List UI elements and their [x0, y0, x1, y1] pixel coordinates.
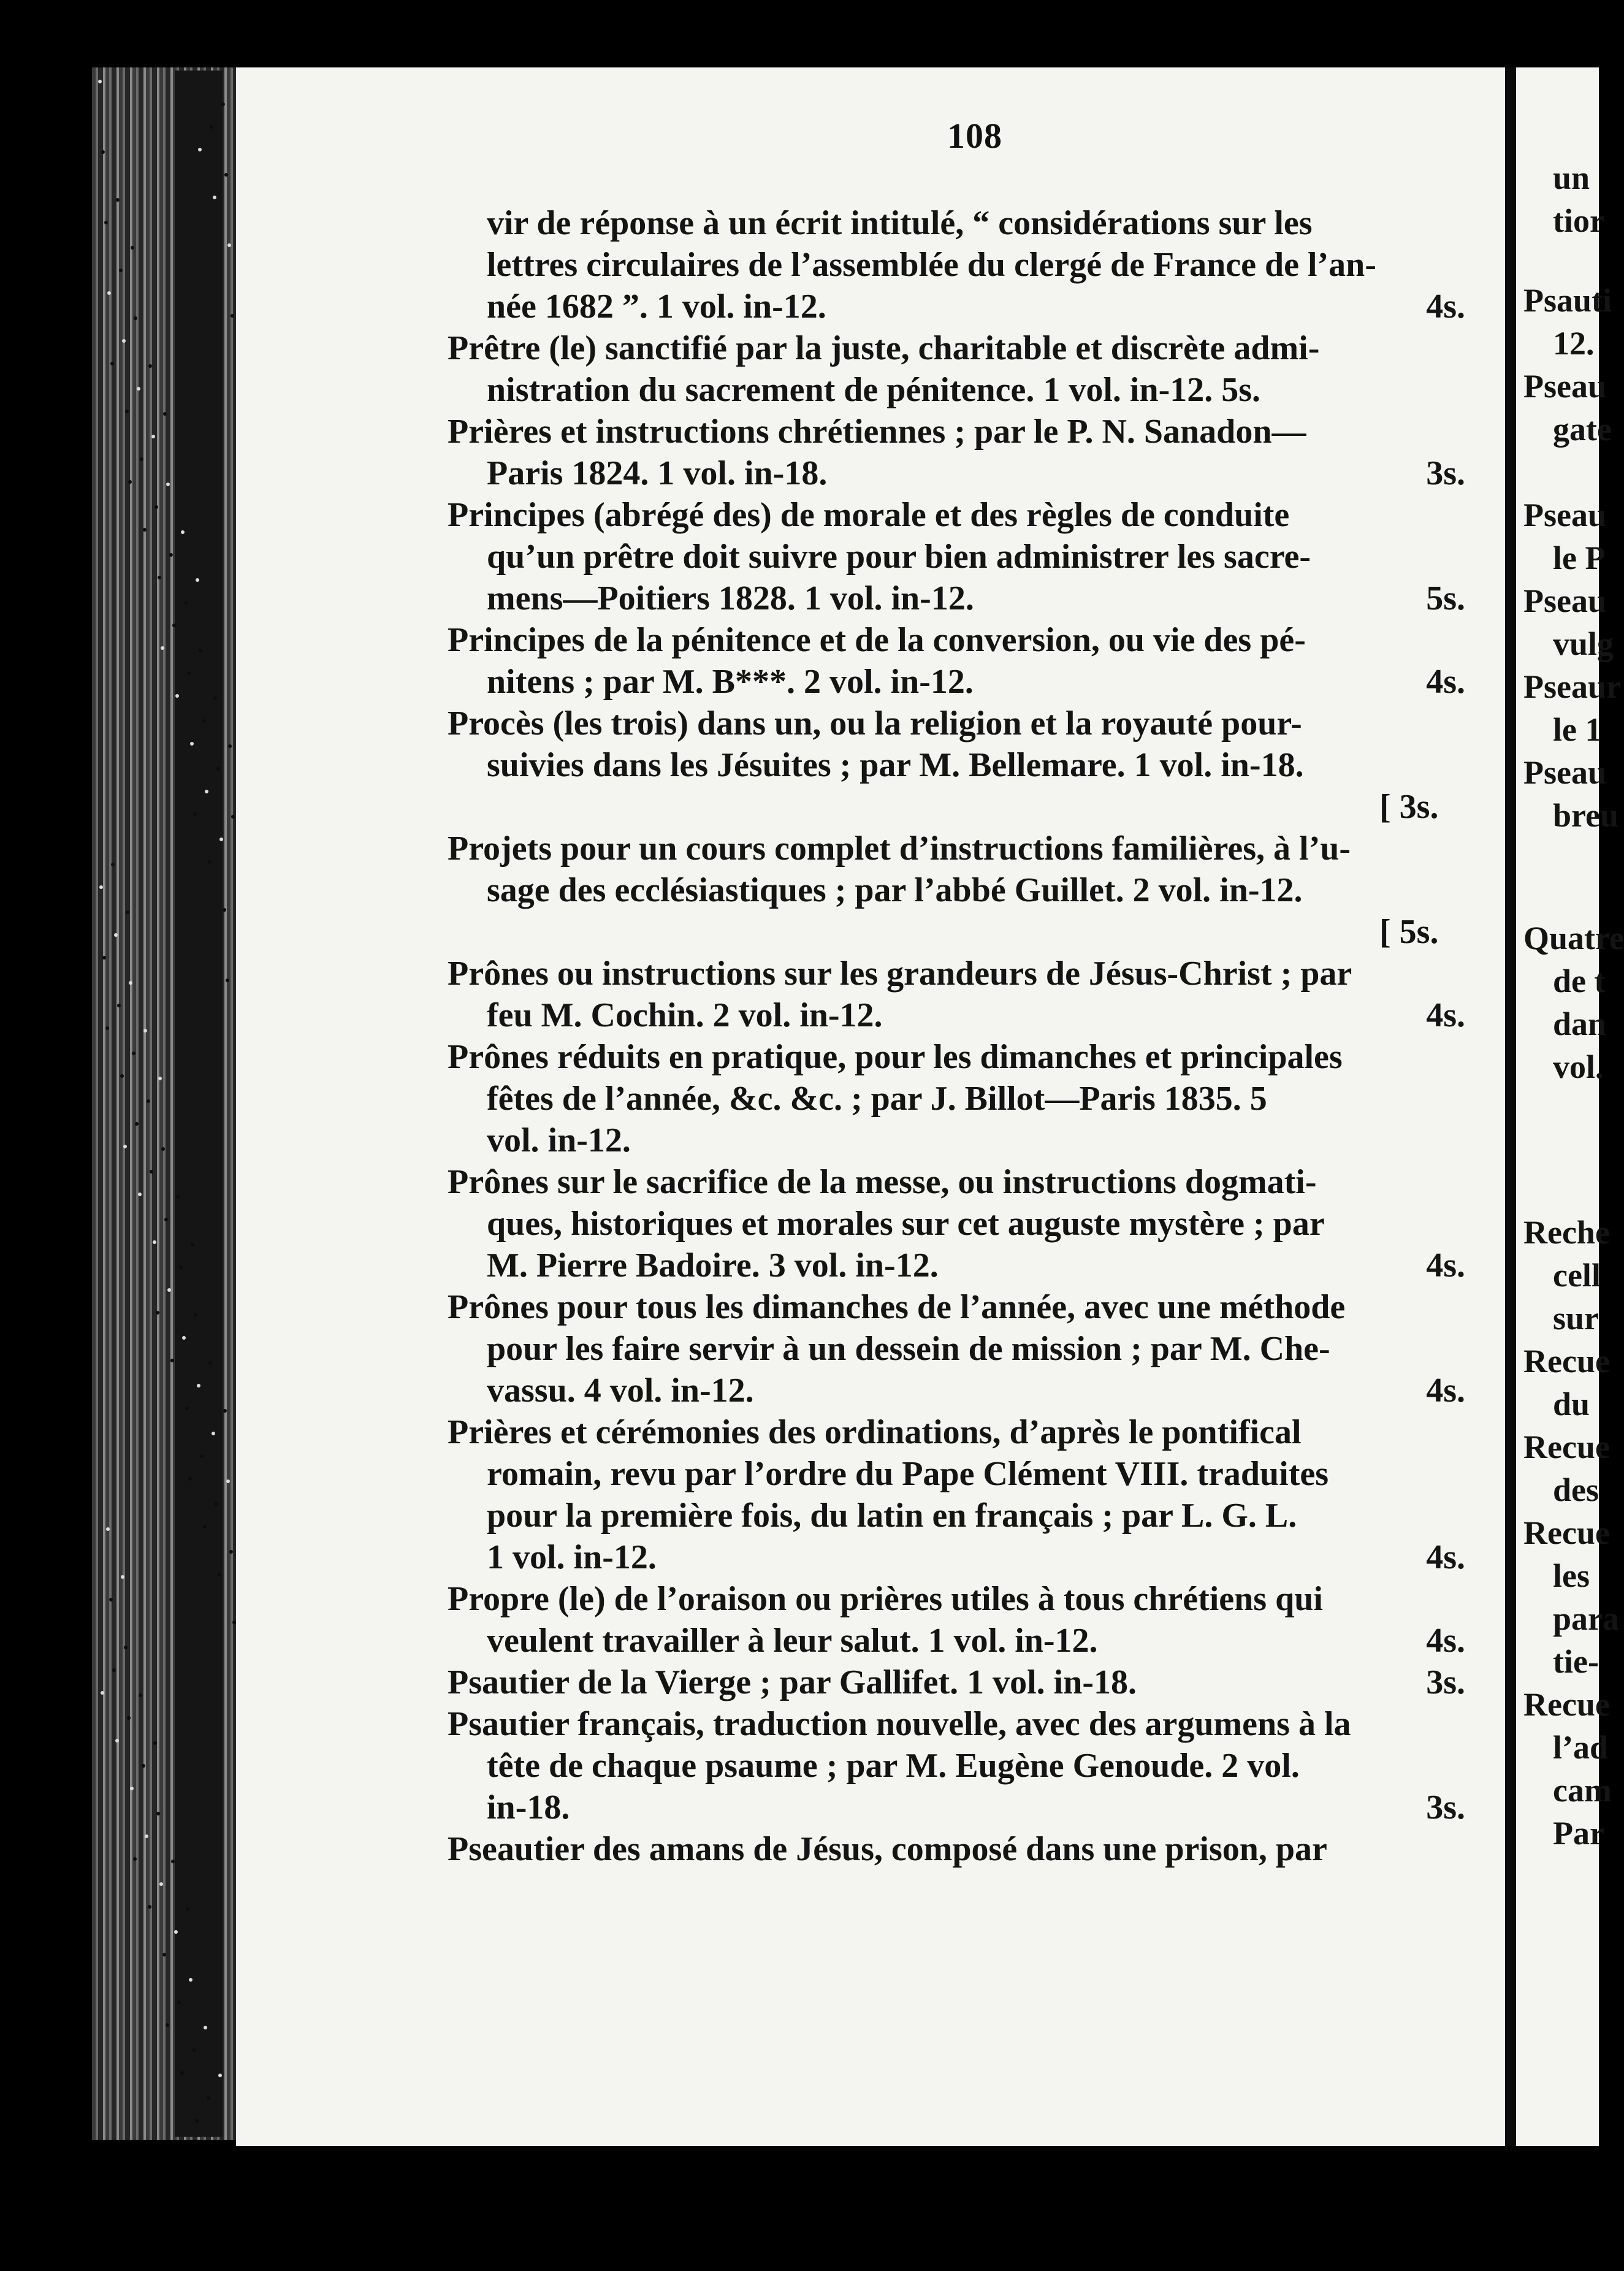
paper-speck	[218, 2074, 222, 2077]
paper-speck	[170, 1359, 174, 1362]
line-text: Prônes ou instructions sur les grandeurs de Jésus-Christ ; par	[448, 955, 1352, 993]
line-text: tête de chaque psaume ; par M. Eugène Genoude. 2 vol.	[487, 1747, 1300, 1785]
paper-speck	[117, 1004, 121, 1007]
paper-speck	[142, 1764, 145, 1768]
right-page-line: de t	[1553, 963, 1606, 999]
price: 4s.	[1426, 1246, 1465, 1284]
paper-speck	[202, 719, 205, 723]
line-text: pour la première fois, du latin en français ; par L. G. L.	[487, 1497, 1297, 1535]
paper-speck	[145, 1834, 148, 1838]
paper-speck	[194, 1313, 197, 1317]
paper-speck	[174, 1930, 178, 1934]
text-line	[448, 828, 1490, 869]
line-text: [ 3s.	[1379, 788, 1439, 826]
price: 3s.	[1426, 454, 1465, 492]
right-page-line: Quatre	[1523, 920, 1624, 956]
paper-speck	[116, 198, 120, 202]
paper-speck	[151, 435, 155, 438]
right-page-line: du	[1553, 1386, 1590, 1422]
paper-speck	[223, 908, 226, 912]
paper-speck	[131, 246, 134, 250]
text-line	[448, 1662, 1490, 1703]
text-line	[448, 286, 1490, 327]
paper-speck	[229, 1550, 233, 1554]
paper-speck	[156, 1812, 160, 1815]
right-page-line: Recue	[1523, 1429, 1610, 1465]
paper-speck	[210, 125, 213, 129]
text-line	[448, 1828, 1490, 1870]
paper-speck	[134, 316, 137, 320]
paper-speck	[219, 838, 223, 841]
paper-speck	[102, 956, 106, 960]
text-line	[448, 202, 1490, 244]
text-line	[448, 1120, 1490, 1161]
paper-speck	[224, 173, 228, 177]
paper-speck	[107, 291, 111, 295]
right-page-line: l’ad	[1553, 1729, 1609, 1766]
text-line	[448, 1495, 1490, 1536]
price: 3s.	[1426, 1663, 1465, 1701]
paper-speck	[166, 483, 170, 486]
paper-speck	[119, 269, 123, 272]
paper-speck	[114, 933, 118, 937]
paper-speck	[158, 1077, 162, 1080]
line-text: nistration du sacrement de pénitence. 1 vol. in-12. 5s.	[487, 371, 1261, 409]
paper-speck	[205, 790, 208, 793]
text-line	[448, 1453, 1490, 1495]
text-line	[448, 1745, 1490, 1787]
text-line	[448, 661, 1490, 703]
right-page-line: cell	[1553, 1257, 1601, 1294]
line-text: Psautier français, traduction nouvelle, avec des argumens à la	[448, 1705, 1351, 1743]
paper-speck	[171, 1860, 175, 1863]
line-text: feu M. Cochin. 2 vol. in-12.	[487, 996, 883, 1034]
line-text: Psautier de la Vierge ; par Gallifet. 1 vol. in-18.	[448, 1663, 1137, 1701]
line-text: Prônes pour tous les dimanches de l’année, avec une méthode	[448, 1288, 1346, 1326]
text-line	[448, 1328, 1490, 1370]
line-text: 1 vol. in-12.	[487, 1538, 657, 1576]
paper-speck	[190, 742, 194, 746]
text-line	[448, 369, 1490, 411]
paper-speck	[106, 1527, 110, 1531]
text-line	[448, 994, 1490, 1036]
right-page-line: para	[1553, 1600, 1619, 1637]
line-text: lettres circulaires de l’assemblée du clergé de France de l’an-	[487, 246, 1376, 284]
paper-speck	[132, 1052, 135, 1055]
line-text: vol. in-12.	[487, 1121, 631, 1159]
paper-speck	[153, 1741, 157, 1745]
paper-speck	[177, 2001, 181, 2004]
line-text: fêtes de l’année, &c. &c. ; par J. Billot—Paris 1835. 5	[487, 1080, 1267, 1118]
text-line	[448, 1078, 1490, 1120]
line-text: M. Pierre Badoire. 3 vol. in-12.	[487, 1246, 939, 1284]
paper-speck	[207, 2096, 210, 2100]
paper-speck	[163, 412, 167, 416]
paper-speck	[112, 1668, 116, 1672]
paper-speck	[140, 457, 143, 461]
right-page-line: dan	[1553, 1006, 1607, 1042]
paper-speck	[101, 1691, 104, 1695]
text-line	[448, 703, 1490, 744]
line-text: pour les faire servir à un dessein de mission ; par M. Che-	[487, 1330, 1330, 1368]
paper-speck	[138, 1193, 142, 1196]
line-text: Pseautier des amans de Jésus, composé dans une prison, par	[448, 1830, 1327, 1868]
paper-speck	[133, 1857, 137, 1861]
paper-speck	[126, 910, 129, 914]
paper-speck	[227, 243, 231, 247]
paper-speck	[154, 505, 158, 509]
paper-speck	[115, 1739, 119, 1742]
paper-speck	[169, 553, 173, 557]
line-text: Principes (abrégé des) de morale et des règles de conduite	[448, 496, 1290, 534]
paper-speck	[221, 102, 225, 106]
paper-speck	[137, 387, 140, 391]
paper-speck	[122, 339, 126, 343]
paper-speck	[128, 480, 132, 484]
paper-speck	[135, 1122, 139, 1126]
right-page-line: Pseau	[1523, 582, 1606, 619]
paper-speck	[196, 578, 199, 582]
paper-speck	[218, 1573, 221, 1576]
line-text: Prières et cérémonies des ordinations, d’après le pontifical	[448, 1413, 1302, 1451]
right-page-line: Recue	[1523, 1686, 1610, 1723]
paper-speck	[193, 812, 197, 816]
paper-speck	[231, 314, 234, 318]
paper-speck	[199, 649, 202, 652]
paper-speck	[182, 1336, 186, 1340]
catalogue-entries	[448, 202, 1490, 1870]
line-text: née 1682 ”. 1 vol. in-12.	[487, 288, 826, 326]
paper-speck	[216, 767, 220, 771]
paper-speck	[159, 1882, 163, 1886]
right-page-line: sur	[1553, 1300, 1599, 1337]
line-text: Projets pour un cours complet d’instructions familières, à l’u-	[448, 830, 1351, 868]
paper-speck	[176, 1195, 180, 1199]
paper-speck	[215, 1502, 218, 1506]
text-line	[448, 411, 1490, 452]
right-page-line: breu	[1553, 797, 1619, 834]
line-text: Prônes sur le sacrifice de la messe, ou instructions dogmati-	[448, 1163, 1317, 1201]
paper-speck	[213, 196, 216, 199]
text-line	[448, 911, 1490, 953]
paper-speck	[130, 1787, 134, 1790]
text-line	[448, 1161, 1490, 1203]
line-text: Prières et instructions chrétiennes ; par le P. N. Sanadon—	[448, 413, 1306, 451]
right-page-line: gate	[1553, 411, 1612, 448]
paper-speck	[161, 646, 164, 650]
right-page-line: 12.	[1553, 325, 1595, 362]
paper-speck	[98, 80, 102, 83]
paper-speck	[164, 1218, 168, 1221]
text-line	[448, 953, 1490, 994]
paper-speck	[186, 1907, 189, 1911]
price: 3s.	[1426, 1788, 1465, 1826]
paper-speck	[226, 979, 229, 982]
text-line	[448, 578, 1490, 619]
text-line	[448, 1245, 1490, 1286]
line-text: Principes de la pénitence et de la conversion, ou vie des pé-	[448, 621, 1306, 659]
paper-speck	[121, 1575, 124, 1579]
paper-speck	[232, 1620, 236, 1624]
paper-speck	[104, 221, 108, 224]
text-line	[448, 536, 1490, 578]
right-page-line: des	[1553, 1471, 1599, 1508]
line-text: vir de réponse à un écrit intitulé, “ considérations sur les	[487, 204, 1313, 242]
text-line	[448, 1578, 1490, 1620]
text-line	[448, 1787, 1490, 1828]
line-text: qu’un prêtre doit suivre pour bien administrer les sacre-	[487, 538, 1311, 576]
paper-speck	[127, 1716, 131, 1720]
right-page-line: Reche	[1523, 1214, 1610, 1251]
text-line	[448, 786, 1490, 828]
paper-speck	[208, 860, 212, 864]
text-line	[448, 619, 1490, 661]
spine-shadow	[175, 71, 223, 2137]
text-line	[448, 744, 1490, 786]
paper-speck	[153, 1240, 156, 1244]
text-line	[448, 452, 1490, 494]
paper-speck	[139, 1693, 142, 1697]
paper-speck	[181, 530, 185, 534]
paper-speck	[125, 410, 129, 413]
right-page-line: Pseau	[1523, 497, 1606, 533]
line-text: Propre (le) de l’oraison ou prières utiles à tous chrétiens qui	[448, 1580, 1323, 1618]
text-line	[448, 1370, 1490, 1411]
text-line	[448, 1620, 1490, 1662]
right-page-line: tie-	[1553, 1643, 1599, 1680]
paper-speck	[162, 1953, 166, 1956]
text-line	[448, 1203, 1490, 1245]
paper-speck	[189, 1978, 193, 1982]
paper-speck	[200, 1454, 204, 1458]
line-text: veulent travailler à leur salut. 1 vol. in-12.	[487, 1622, 1098, 1660]
page-number: 108	[947, 116, 1002, 156]
paper-speck	[143, 528, 147, 532]
line-text: [ 5s.	[1379, 913, 1439, 951]
paper-speck	[184, 601, 188, 605]
price: 4s.	[1426, 1622, 1465, 1660]
paper-speck	[147, 1099, 150, 1103]
paper-speck	[204, 2026, 207, 2029]
right-page-line: Pseau	[1523, 754, 1606, 791]
paper-speck	[223, 1409, 227, 1413]
paper-speck	[208, 1361, 212, 1365]
line-text: vassu. 4 vol. in-12.	[487, 1372, 754, 1410]
right-page-line: Recue	[1523, 1343, 1610, 1380]
right-page-line: Psauti	[1523, 282, 1612, 319]
paper-speck	[212, 1432, 215, 1435]
price: 4s.	[1426, 996, 1465, 1034]
line-text: in-18.	[487, 1788, 570, 1826]
paper-speck	[188, 1477, 192, 1481]
text-line	[448, 1036, 1490, 1078]
text-line	[448, 244, 1490, 286]
paper-speck	[120, 1074, 124, 1078]
text-line	[448, 1536, 1490, 1578]
paper-speck	[172, 624, 176, 627]
line-text: nitens ; par M. B***. 2 vol. in-12.	[487, 663, 974, 701]
text-line	[448, 327, 1490, 369]
right-page-line: le P	[1553, 540, 1606, 576]
right-page-line: les	[1553, 1557, 1590, 1594]
right-page	[1516, 67, 1624, 2146]
paper-speck	[203, 1525, 207, 1529]
price: 4s.	[1426, 663, 1465, 701]
paper-speck	[228, 744, 232, 748]
paper-speck	[111, 863, 115, 866]
paper-speck	[185, 1406, 189, 1410]
paper-speck	[167, 1288, 171, 1292]
text-line	[448, 1703, 1490, 1745]
line-text: suivies dans les Jésuites ; par M. Bellemare. 1 vol. in-18.	[487, 746, 1304, 784]
line-text: ques, historiques et morales sur cet auguste mystère ; par	[487, 1205, 1325, 1243]
paper-speck	[166, 2023, 169, 2027]
paper-speck	[198, 148, 202, 151]
paper-speck	[161, 1147, 165, 1151]
right-page-line: un	[1553, 159, 1590, 196]
right-page-line: Recue	[1523, 1514, 1610, 1551]
text-line	[448, 1286, 1490, 1328]
text-line	[448, 1411, 1490, 1453]
line-text: Paris 1824. 1 vol. in-18.	[487, 454, 828, 492]
paper-speck	[197, 1384, 200, 1387]
paper-speck	[180, 2071, 184, 2075]
paper-speck	[101, 150, 105, 154]
paper-speck	[143, 1029, 147, 1032]
line-text: sage des ecclésiastiques ; par l’abbé Guillet. 2 vol. in-12.	[487, 871, 1303, 909]
line-text: Procès (les trois) dans un, ou la religion et la royauté pour-	[448, 704, 1302, 742]
paper-speck	[191, 1243, 194, 1246]
paper-speck	[99, 885, 103, 889]
paper-speck	[226, 1479, 230, 1483]
right-page-line: tior	[1553, 202, 1604, 239]
paper-speck	[124, 1646, 128, 1649]
price: 5s.	[1426, 579, 1465, 617]
paper-speck	[213, 697, 217, 700]
paper-speck	[192, 2048, 196, 2052]
paper-speck	[148, 364, 152, 368]
paper-speck	[110, 362, 114, 365]
right-page-line: Par	[1553, 1815, 1604, 1852]
price: 4s.	[1426, 1538, 1465, 1576]
paper-speck	[158, 576, 161, 579]
line-text: romain, revu par l’ordre du Pape Clément VIII. traduites	[487, 1455, 1329, 1493]
right-page-line: le 1	[1553, 711, 1602, 748]
line-text: Prônes réduits en pratique, pour les dimanches et principales	[448, 1038, 1343, 1076]
paper-speck	[148, 1905, 151, 1909]
paper-speck	[109, 1598, 113, 1601]
paper-speck	[187, 671, 191, 675]
paper-speck	[105, 1026, 109, 1030]
line-text: mens—Poitiers 1828. 1 vol. in-12.	[487, 579, 974, 617]
text-line	[448, 494, 1490, 536]
paper-speck	[195, 2119, 199, 2123]
price: 4s.	[1426, 1372, 1465, 1410]
paper-speck	[175, 694, 179, 698]
right-page-line: Pseau	[1523, 368, 1606, 405]
paper-speck	[231, 815, 235, 819]
paper-speck	[156, 1311, 159, 1315]
page-gutter	[1505, 67, 1516, 2146]
paper-speck	[123, 1145, 127, 1148]
text-line	[448, 869, 1490, 911]
paper-speck	[150, 1170, 153, 1174]
right-page-line: vol.	[1553, 1048, 1604, 1085]
right-page-line: vulg	[1553, 625, 1614, 662]
price: 4s.	[1426, 288, 1465, 326]
line-text: Prêtre (le) sanctifié par la juste, charitable et discrète admi-	[448, 329, 1320, 367]
right-page-line: cam	[1553, 1772, 1612, 1809]
right-page-line: Pseaur	[1523, 668, 1621, 705]
paper-speck	[179, 1265, 183, 1269]
paper-speck	[129, 981, 132, 985]
